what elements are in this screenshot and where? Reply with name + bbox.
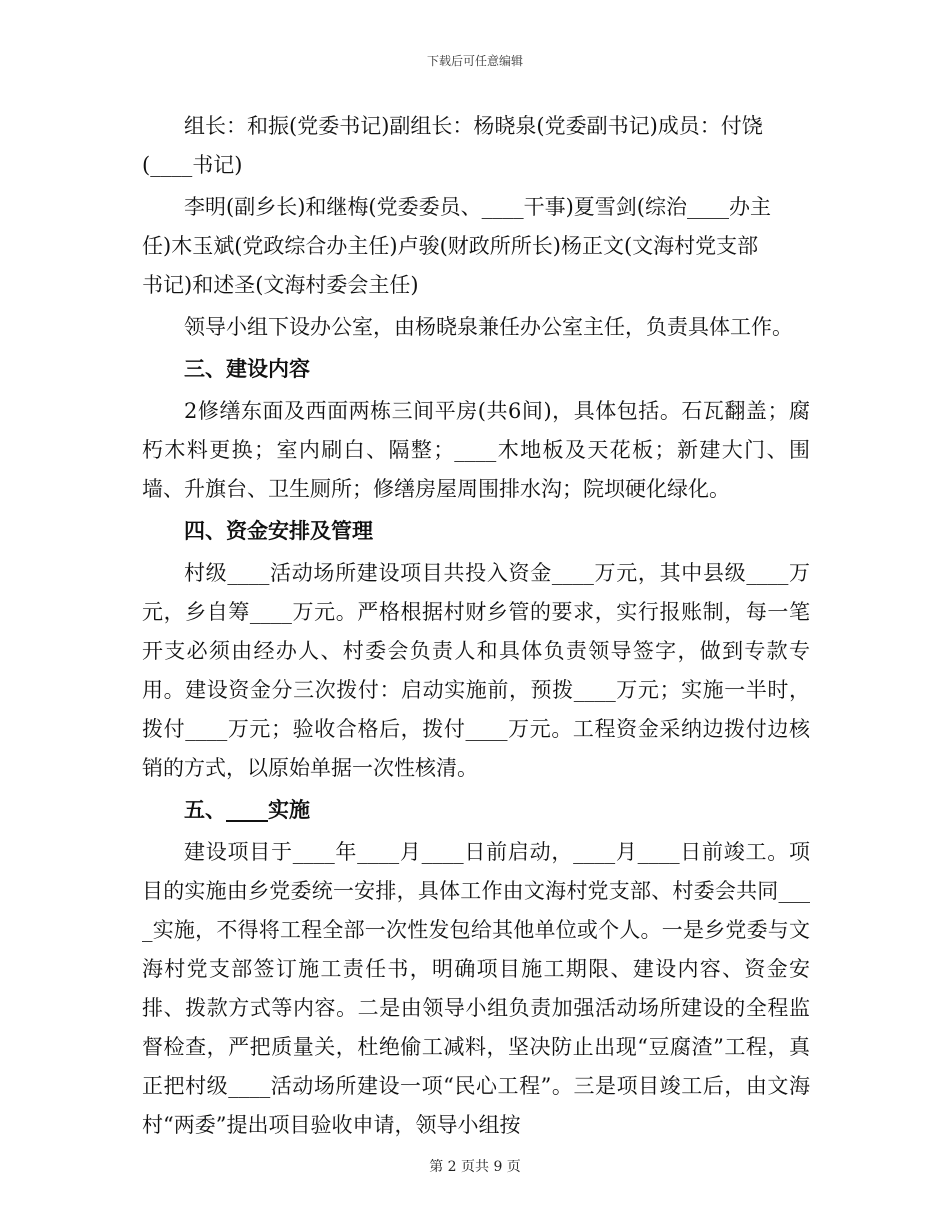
document-body (142, 107, 810, 1145)
section-4-text: 村级____活动场所建设项目共投入资金____万元，其中县级____万元，乡自筹____万元。严格根据村财乡管的要求，实行报账制，每一笔开支必须由经办人、村委会负责人和具体负责领导签字，做到专款专用。建设资金分三次拨付：启动实施前，预拨____万元；实施一半时，拨付____万元；验收合格后，拨付____万元。工程资金采纳边拨付边核销的方式，以原始单据一次性核清。 (142, 561, 810, 780)
page-header: 下载后可任意编辑 (426, 54, 523, 68)
members-continued-line-1: 李明(副乡长)和继梅(党委委员、____干事)夏雪剑(综治____办主 (184, 195, 771, 219)
members-line-2: (____书记) (142, 153, 243, 177)
section-4-heading: 四、资金安排及管理 (184, 519, 373, 543)
section-3-heading: 三、建设内容 (184, 357, 310, 381)
section-5-text: 建设项目于____年____月____日前启动，____月____日前竣工。项目的实施由乡党委统一安排，具体工作由文海村党支部、村委会共同____实施，不得将工程全部一次性发包给其他单位或个人。一是乡党委与文海村党支部签订施工责任书，明确项目施工期限、建设内容、资金安排、拨款方式等内容。二是由领导小组负责加强活动场所建设的全程监督检查，严把质量关，杜绝偷工减料，坚决防止出现“豆腐渣”工程，真正把村级____活动场所建设一项“民心工程”。三是项目竣工后，由文海村“两委”提出项目验收申请，领导小组按 (142, 840, 810, 1137)
office-paragraph: 领导小组下设办公室，由杨晓泉兼任办公室主任，负责具体工作。 (184, 315, 793, 339)
section-5-heading: 五、____实施 (184, 798, 310, 822)
members-continued-line-3: 书记)和述圣(文海村委会主任) (142, 273, 419, 297)
page-footer: 第 2 页共 9 页 (429, 1159, 521, 1175)
members-line-1: 组长：和振(党委书记)副组长：杨晓泉(党委副书记)成员：付饶 (184, 114, 763, 138)
section-3-text: 2修缮东面及西面两栋三间平房(共6间)，具体包括。石瓦翻盖；腐朽木料更换；室内刷白、隔整；____木地板及天花板；新建大门、围墙、升旗台、卫生厕所；修缮房屋周围排水沟；院坝硬化绿化。 (142, 399, 810, 501)
members-continued-line-2: 任)木玉斌(党政综合办主任)卢骏(财政所所长)杨正文(文海村党支部 (142, 234, 759, 258)
